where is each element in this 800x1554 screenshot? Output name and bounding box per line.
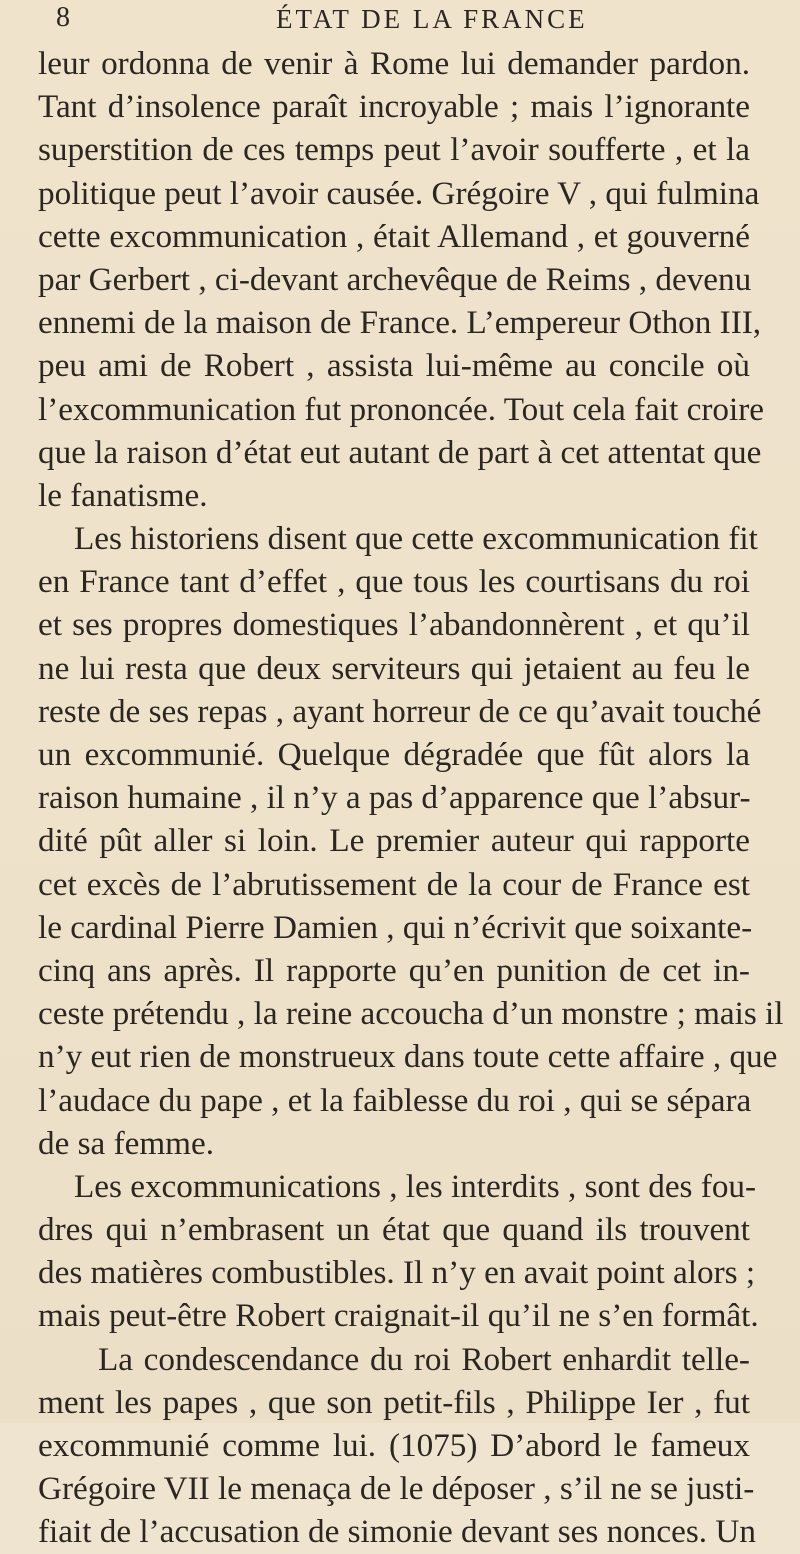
- text-line: peu ami de Robert , assista lui-même au concile où: [38, 347, 750, 385]
- text-line: excommunié comme lui. (1075) D’abord le fameux: [38, 1427, 750, 1464]
- text-line: cinq ans après. Il rapporte qu’en punition de cet in-: [38, 951, 750, 989]
- text-line: l’excommunication fut prononcée. Tout cela fait croire: [38, 390, 764, 428]
- text-line: ment les papes , que son petit-fils , Philippe Ier , fut: [38, 1383, 750, 1421]
- text-line: cet excès de l’abrutissement de la cour de France est: [38, 865, 750, 903]
- text-line: par Gerbert , ci-devant archevêque de Reims , devenu: [38, 260, 752, 298]
- text-line: ne lui resta que deux serviteurs qui jetaient au feu le: [38, 649, 750, 687]
- running-head: ÉTAT DE LA FRANCE: [276, 4, 588, 34]
- paragraph-start: Les historiens disent que cette excommunication fit: [74, 520, 758, 558]
- text-line: Tant d’insolence paraît incroyable ; mais l’ignorante: [38, 88, 750, 126]
- page-number: 8: [56, 2, 71, 33]
- text-line: n’y eut rien de monstrueux dans toute cette affaire , que: [38, 1038, 778, 1076]
- body-text: [38, 42, 784, 1554]
- text-line: le cardinal Pierre Damien , qui n’écrivit que soixante-: [38, 908, 753, 946]
- text-line: politique peut l’avoir causée. Grégoire V , qui fulmina: [38, 174, 760, 212]
- text-line: ceste prétendu , la reine accoucha d’un monstre ; mais il: [38, 995, 784, 1033]
- text-line: leur ordonna de venir à Rome lui demander pardon.: [38, 45, 750, 82]
- text-line: un excommunié. Quelque dégradée que fût alors la: [38, 736, 750, 773]
- text-line: raison humaine , il n’y a pas d’apparence que l’absur-: [38, 779, 751, 817]
- text-line: de sa femme.: [38, 1124, 215, 1162]
- paragraph-start: Les excommunications , les interdits , sont des fou-: [74, 1167, 757, 1205]
- text-line: l’audace du pape , et la faiblesse du roi , qui se sépara: [38, 1081, 752, 1119]
- page-header: [56, 2, 760, 42]
- text-line: ennemi de la maison de France. L’empereur Othon III,: [38, 304, 762, 342]
- text-line: Grégoire VII le menaça de le déposer , s’il ne se justi-: [38, 1470, 755, 1508]
- paragraph-start: La condescendance du roi Robert enhardit telle-: [98, 1340, 750, 1378]
- text-line: des matières combustibles. Il n’y en avait point alors ;: [38, 1254, 756, 1292]
- text-line: dres qui n’embrasent un état que quand ils trouvent: [38, 1211, 750, 1249]
- text-line: fiait de l’accusation de simonie devant ses nonces. Un: [38, 1513, 756, 1551]
- text-line: le fanatisme.: [38, 476, 208, 514]
- text-line: dité pût aller si loin. Le premier auteur qui rapporte: [38, 822, 750, 860]
- text-line: superstition de ces temps peut l’avoir soufferte , et la: [38, 131, 750, 169]
- text-line: et ses propres domestiques l’abandonnèrent , et qu’il: [38, 606, 750, 644]
- text-line: reste de ses repas , ayant horreur de ce qu’avait touché: [38, 692, 762, 730]
- text-line: en France tant d’effet , que tous les courtisans du roi: [38, 563, 750, 601]
- text-line: que la raison d’état eut autant de part à cet attentat que: [38, 433, 762, 471]
- text-line: cette excommunication , était Allemand , et gouverné: [38, 217, 750, 255]
- text-line: mais peut-être Robert craignait-il qu’il ne s’en formât.: [38, 1297, 759, 1335]
